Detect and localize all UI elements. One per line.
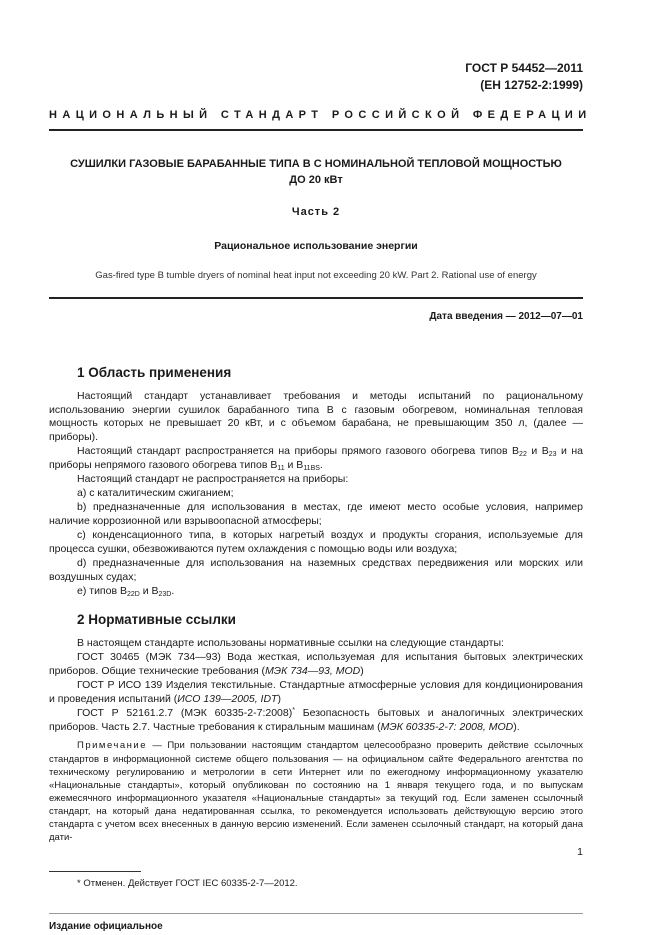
footnote-divider <box>49 871 141 872</box>
standard-equivalent: (ЕН 12752-2:1999) <box>480 77 583 92</box>
part-number: Часть 2 <box>291 206 341 219</box>
note-paragraph: Примечание — При пользовании настоящим стандартом целесообразно проверить действие ссылочных стандартов в информационной системе общего пользования — на официальном сайте Федерального агентства по техническому регулированию и метрологии в сети Интернет или по ежегодному информационному указателю «Национальные стандарты», который опубликован по состоянию на 1 января текущего года, и по выпускам ежемесячного информационного указателя «Национальные стандарты» за текущий год. Если заменен ссылочный стандарт, на который дана недатированная ссылка, то рекомендуется использовать действующую версию этого стандарта с учетом всех внесенных в данную версию изменений. Если заменен ссылочный стандарт, на который дана дати- <box>49 740 583 844</box>
official-edition-label: Издание официальное <box>49 920 163 932</box>
reference-gost-r-52161: ГОСТ Р 52161.2.7 (МЭК 60335-2-7:2008)* Безопасность бытовых и аналогичных электрических приборов. Часть 2.7. Частные требования к стиральным машинам (МЭК 60335-2-7: 2008, MOD). <box>49 706 583 733</box>
scope-paragraph-3: Настоящий стандарт не распространяется на приборы: <box>77 473 349 486</box>
section-2-heading: 2 Нормативные ссылки <box>77 611 236 627</box>
title-line-2: ДО 20 кВт <box>289 174 343 187</box>
reference-gost-30465: ГОСТ 30465 (МЭК 734—93) Вода жесткая, используемая для испытания бытовых электрических приборов. Общие технические требования (МЭК 734—93, MOD) <box>49 650 583 677</box>
document-subtitle: Рациональное использование энергии <box>214 239 418 252</box>
scope-item-c: с) конденсационного типа, в которых нагретый воздух и продукты сгорания, используемые для процесса сушки, обезвоживаются путем охлаждения с помощью воды или воздуха; <box>49 529 583 556</box>
introduction-date: Дата введения — 2012—07—01 <box>429 311 583 323</box>
document-title <box>49 157 583 189</box>
national-standard-banner: НАЦИОНАЛЬНЫЙ СТАНДАРТ РОССИЙСКОЙ ФЕДЕРАЦИИ <box>49 108 592 121</box>
scope-paragraph-1: Настоящий стандарт устанавливает требования и методы испытаний по рациональному использованию энергии сушилок барабанного типа В с газовым обогревом, номинальная тепловая мощность которых не превышает 20 кВт, и с объемом барабана, не превышающим 350 л, (далее — приборы). <box>49 389 583 444</box>
footnote: * Отменен. Действует ГОСТ IEC 60335-2-7—2012. <box>77 878 298 890</box>
page-number: 1 <box>577 846 583 858</box>
scope-paragraph-2: Настоящий стандарт распространяется на приборы прямого газового обогрева типов $В_{22}$ и $В_{23}$ и на приборы непрямого газового обогрева типов $В_{11}$ и $В_{11BS}$. <box>49 445 583 473</box>
references-intro: В настоящем стандарте использованы нормативные ссылки на следующие стандарты: <box>77 636 504 649</box>
title-line-1: СУШИЛКИ ГАЗОВЫЕ БАРАБАННЫЕ ТИПА В С НОМИНАЛЬНОЙ ТЕПЛОВОЙ МОЩНОСТЬЮ <box>70 158 562 171</box>
scope-item-d: d) предназначенные для использования на наземных средствах передвижения или морских или воздушных судах; <box>49 556 583 583</box>
section-1-heading: 1 Область применения <box>77 364 232 380</box>
standard-number: ГОСТ Р 54452—2011 <box>465 61 583 75</box>
scope-item-b: b) предназначенные для использования в местах, где имеют место особые условия, например наличие коррозионной или взрывоопасной атмосферы; <box>49 501 583 528</box>
footer-divider <box>49 913 583 914</box>
english-title: Gas-fired type B tumble dryers of nominal heat input not exceeding 20 kW. Part 2. Rational use of energy <box>95 269 537 281</box>
title-divider <box>49 297 583 299</box>
scope-item-e: е) типов $В_{22D}$ и $В_{23D}$. <box>77 584 175 598</box>
reference-gost-r-iso-139: ГОСТ Р ИСО 139 Изделия текстильные. Стандартные атмосферные условия для кондиционирования и проведения испытаний (ИСО 139—2005, IDT) <box>49 678 583 705</box>
footnote-marker: * <box>292 706 295 714</box>
standard-designation <box>49 60 583 94</box>
note-label: Примечание <box>77 740 147 752</box>
scope-item-a: а) с каталитическим сжиганием; <box>77 487 234 500</box>
header-divider <box>49 129 583 131</box>
